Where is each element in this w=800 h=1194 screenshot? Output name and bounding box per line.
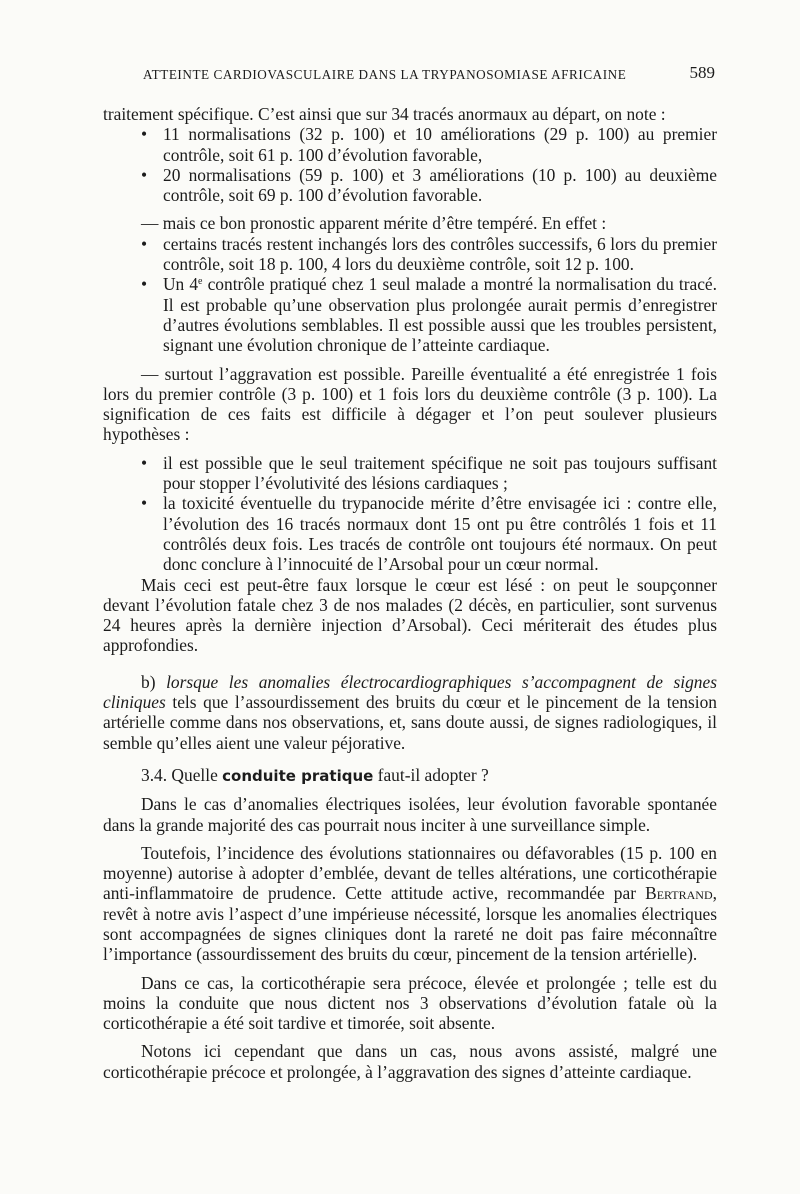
paragraph-prognosis: — mais ce bon pronostic apparent mérite d’être tempéré. En effet : <box>141 213 607 234</box>
paragraph-aggravation: — surtout l’aggravation est possible. Pareille éventualité a été enregistrée 1 fois lors du premier contrôle (3 p. 100) et 1 fois lors du deuxième contrôle (3 p. 100). La signification de ces faits est difficile à dégager et l’on peut soulever plusieurs hypothèses : <box>103 363 717 445</box>
paragraph-corticotherapy: Toutefois, l’incidence des évolutions stationnaires ou défavorables (15 p. 100 en moyenne) autorise à adopter d’emblée, devant de telles altérations, une corticothérapie anti-inflammatoire de prudence. Cette attitude active, recommandée par Bertrand, revêt à notre avis l’aspect d’une impérieuse nécessité, lorsque les anomalies électriques sont accompagnées de signes cliniques dont la rareté ne doit pas faire méconnaître l’importance (assourdissement des bruits du cœur, pincement de la tension artérielle). <box>103 842 717 965</box>
bullet-icon: • <box>141 452 148 473</box>
list-item: • Un 4e contrôle pratiqué chez 1 seul malade a montré la normalisation du tracé. Il est probable qu’une observation plus prolongée aurait permis d’enregistrer d’autres évolutions semblables. Il est possible aussi que les troubles persistent, signant une évolution chronique de l’atteinte cardiaque. <box>141 274 717 356</box>
paragraph-note: Notons ici cependant que dans un cas, nous avons assisté, malgré une corticothérapie précoce et prolongée, à l’aggravation des signes d’atteinte cardiaque. <box>103 1041 717 1082</box>
article-body <box>103 104 717 1082</box>
bullet-icon: • <box>141 274 148 295</box>
list-item: • 11 normalisations (32 p. 100) et 10 améliorations (29 p. 100) au premier contrôle, soit 61 p. 100 d’évolution favorable, <box>141 124 717 165</box>
paragraph-conduct: Dans ce cas, la corticothérapie sera précoce, élevée et prolongée ; telle est du moins la conduite que nous dictent nos 3 observations d’évolution fatale où la corticothérapie a été soit tardive et timorée, soit absente. <box>103 972 717 1034</box>
list-item: • certains tracés restent inchangés lors des contrôles successifs, 6 lors du premier contrôle, soit 18 p. 100, 4 lors du deuxième contrôle, soit 12 p. 100. <box>141 233 717 275</box>
bullet-icon: • <box>141 233 148 254</box>
list-item: • 20 normalisations (59 p. 100) et 3 améliorations (10 p. 100) au deuxième contrôle, soit 69 p. 100 d’évolution favorable. <box>141 164 717 206</box>
section-heading: 3.4. Quelle conduite pratique faut-il adopter ? <box>141 764 489 785</box>
paragraph-intro: traitement spécifique. C’est ainsi que sur 34 tracés anormaux au départ, on note : <box>103 104 666 124</box>
running-title: ATTEINTE CARDIOVASCULAIRE DANS LA TRYPANOSOMIASE AFRICAINE <box>143 67 627 82</box>
bullet-icon: • <box>141 493 148 514</box>
paragraph-clinical-signs: b) lorsque les anomalies électrocardiographiques s’accompagnent de signes cliniques tels que l’assourdissement des bruits du cœur et le pincement de la tension artérielle comme dans nos observations, et, sans doute aussi, de signes radiologiques, il semble qu’elles aient une valeur péjorative. <box>103 671 717 753</box>
page <box>103 62 717 1082</box>
bullet-icon: • <box>141 124 148 145</box>
paragraph-lesion: Mais ceci est peut-être faux lorsque le cœur est lésé : on peut le soupçonner devant l’évolution fatale chez 3 de nos malades (2 décès, en particulier, sont survenus 24 heures après la dernière injection d’Arsobal). Ceci mériterait des études plus approfondies. <box>103 574 717 656</box>
author-name: Bertrand <box>645 883 713 904</box>
list-item: • il est possible que le seul traitement spécifique ne soit pas toujours suffisant pour stopper l’évolutivité des lésions cardiaques ; <box>141 452 717 494</box>
bullet-icon: • <box>141 164 148 185</box>
hypotheses-list <box>103 453 717 575</box>
list-item: • la toxicité éventuelle du trypanocide mérite d’être envisagée ici : contre elle, l’évolution des 16 tracés normaux dont 15 ont pu être contrôlés 1 fois et 11 contrôlés deux fois. Les tracés de contrôle ont toujours été normaux. On peut donc conclure à l’innocuité de l’Arsobal pour un cœur normal. <box>141 493 717 575</box>
unchanged-tracings-list <box>103 234 717 356</box>
page-number: 589 <box>689 63 715 82</box>
running-header <box>103 62 717 88</box>
favorable-evolution-list <box>103 124 717 205</box>
paragraph-isolated-anomalies: Dans le cas d’anomalies électriques isolées, leur évolution favorable spontanée dans la grande majorité des cas pourrait nous inciter à une surveillance simple. <box>103 794 717 835</box>
